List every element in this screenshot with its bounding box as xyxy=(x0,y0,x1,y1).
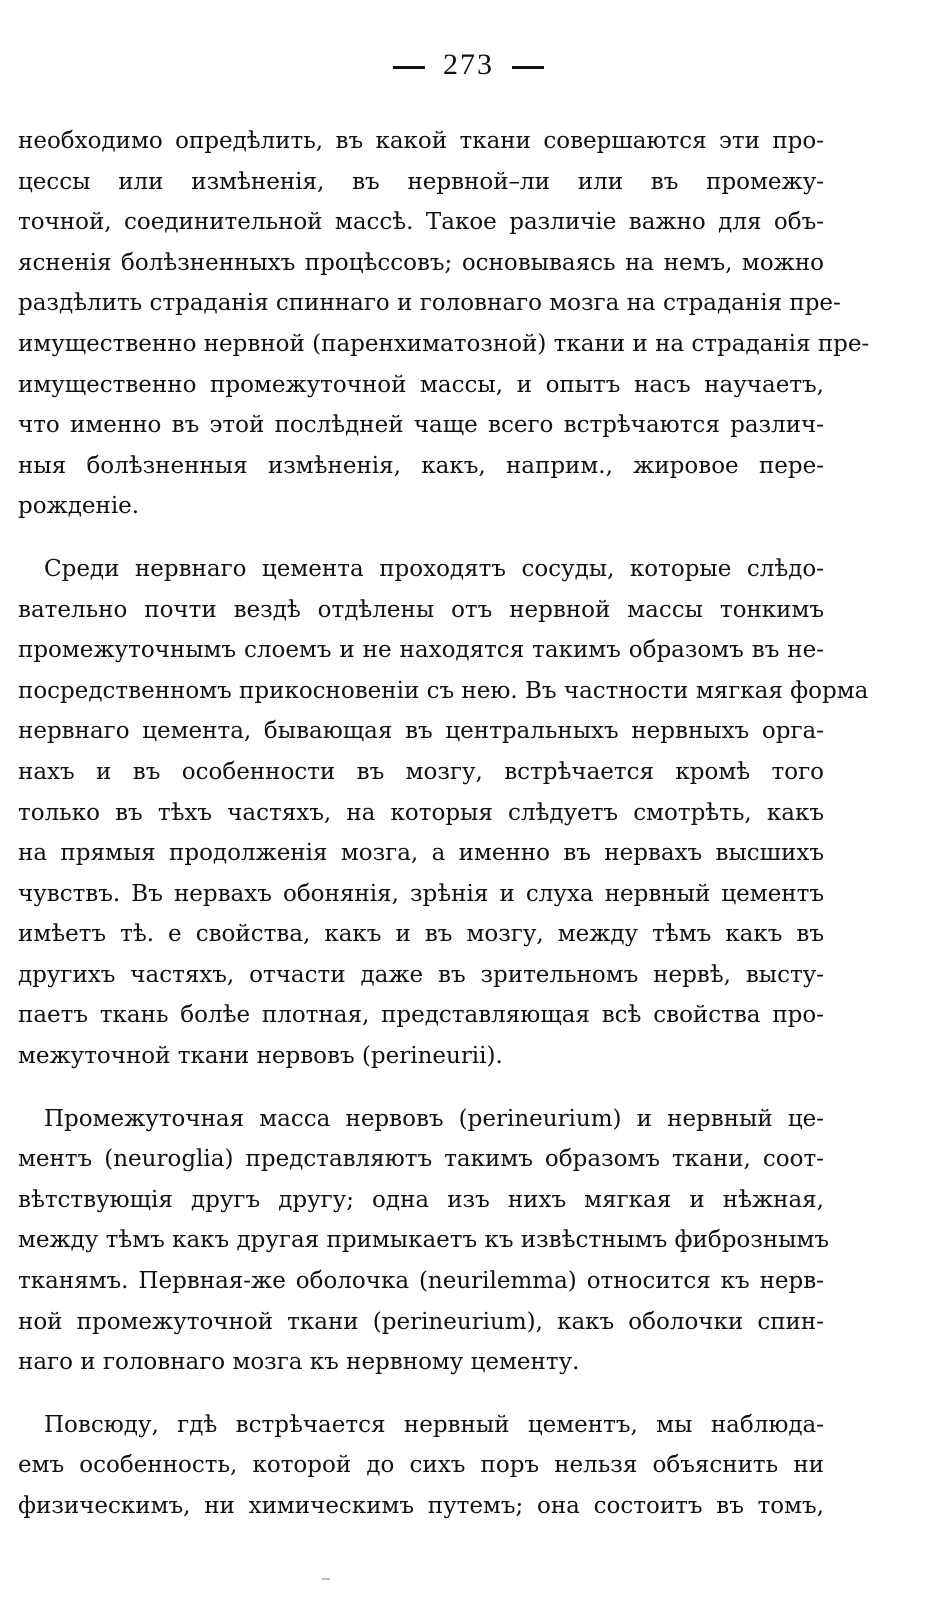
text-line: ной промежуточной ткани (perineurium), какъ оболочки спин- xyxy=(18,1308,824,1335)
text-line: Среди нервнаго цемента проходятъ сосуды, которые слѣдо- xyxy=(44,555,824,582)
left-dash xyxy=(393,66,425,69)
text-line: нахъ и въ особенности въ мозгу, встрѣчается кромѣ того xyxy=(18,758,824,785)
text-line: физическимъ, ни химическимъ путемъ; она состоитъ въ томъ, xyxy=(18,1493,824,1519)
text-line: рожденіе. xyxy=(18,493,140,520)
text-line: емъ особенность, которой до сихъ поръ нельзя объяснить ни xyxy=(18,1452,824,1479)
body-text xyxy=(18,121,870,1527)
text-line: только въ тѣхъ частяхъ, на которыя слѣдуетъ смотрѣть, какъ xyxy=(18,799,824,826)
page-header xyxy=(0,48,937,82)
text-line: вательно почти вездѣ отдѣлены отъ нервной массы тонкимъ xyxy=(18,596,824,623)
text-line: тканямъ. Первная-же оболочка (neurilemma) относится къ нерв- xyxy=(18,1268,824,1295)
paragraph-gap xyxy=(18,527,824,549)
text-line: между тѣмъ какъ другая примыкаетъ къ извѣстнымъ фибрознымъ xyxy=(18,1227,829,1254)
text-line: имущественно промежуточной массы, и опытъ насъ научаетъ, xyxy=(18,371,824,398)
paragraph-3 xyxy=(18,1099,829,1383)
text-line: Повсюду, гдѣ встрѣчается нервный цементъ, мы наблюда- xyxy=(44,1411,824,1438)
text-line: чувствъ. Въ нервахъ обонянія, зрѣнія и слуха нервный цементъ xyxy=(18,880,824,907)
text-line: необходимо опредѣлить, въ какой ткани совершаются эти про- xyxy=(18,128,824,154)
text-line: точной, соединительной массѣ. Такое различіе важно для объ- xyxy=(18,209,824,236)
text-line: посредственномъ прикосновеніи съ нею. Въ частности мягкая форма xyxy=(18,677,869,704)
right-dash xyxy=(512,66,544,69)
text-line: промежуточнымъ слоемъ и не находятся такимъ образомъ въ не- xyxy=(18,637,824,664)
text-line: ныя болѣзненныя измѣненія, какъ, наприм., жировое пере- xyxy=(18,452,824,479)
text-line: на прямыя продолженія мозга, а именно въ нервахъ высшихъ xyxy=(18,840,824,867)
paragraph-gap xyxy=(18,1077,824,1099)
text-line: ясненія болѣзненныхъ процѣссовъ; основываясь на немъ, можно xyxy=(18,249,824,276)
ink-speck xyxy=(322,1578,330,1580)
text-line: Промежуточная масса нервовъ (perineurium) и нервный це- xyxy=(44,1105,824,1132)
text-line: что именно въ этой послѣдней чаще всего встрѣчаются различ- xyxy=(18,412,824,439)
text-line: межуточной ткани нервовъ (perineurii). xyxy=(18,1043,503,1070)
text-line: имущественно нервной (паренхиматозной) ткани и на страданія пре- xyxy=(18,330,870,357)
text-line: ментъ (neuroglia) представляютъ такимъ образомъ ткани, соот- xyxy=(18,1146,824,1173)
paragraph-2 xyxy=(18,549,869,1077)
paragraph-4 xyxy=(18,1405,824,1527)
text-line: имѣетъ тѣ. е свойства, какъ и въ мозгу, между тѣмъ какъ въ xyxy=(18,921,824,948)
text-line: вѣтствующія другъ другу; одна изъ нихъ мягкая и нѣжная, xyxy=(18,1186,824,1213)
text-line: другихъ частяхъ, отчасти даже въ зрительномъ нервѣ, высту- xyxy=(18,961,824,988)
paragraph-1 xyxy=(18,121,870,527)
text-line: паетъ ткань болѣе плотная, представляющая всѣ свойства про- xyxy=(18,1002,824,1029)
page-number: 273 xyxy=(443,48,494,81)
paragraph-gap xyxy=(18,1383,824,1405)
text-line: раздѣлить страданія спиннаго и головнаго мозга на страданія пре- xyxy=(18,290,841,317)
text-line: наго и головнаго мозга къ нервному цементу. xyxy=(18,1349,580,1376)
text-line: цессы или измѣненія, въ нервной–ли или въ промежу- xyxy=(18,168,824,195)
text-line: нервнаго цемента, бывающая въ центральныхъ нервныхъ орга- xyxy=(18,718,824,745)
